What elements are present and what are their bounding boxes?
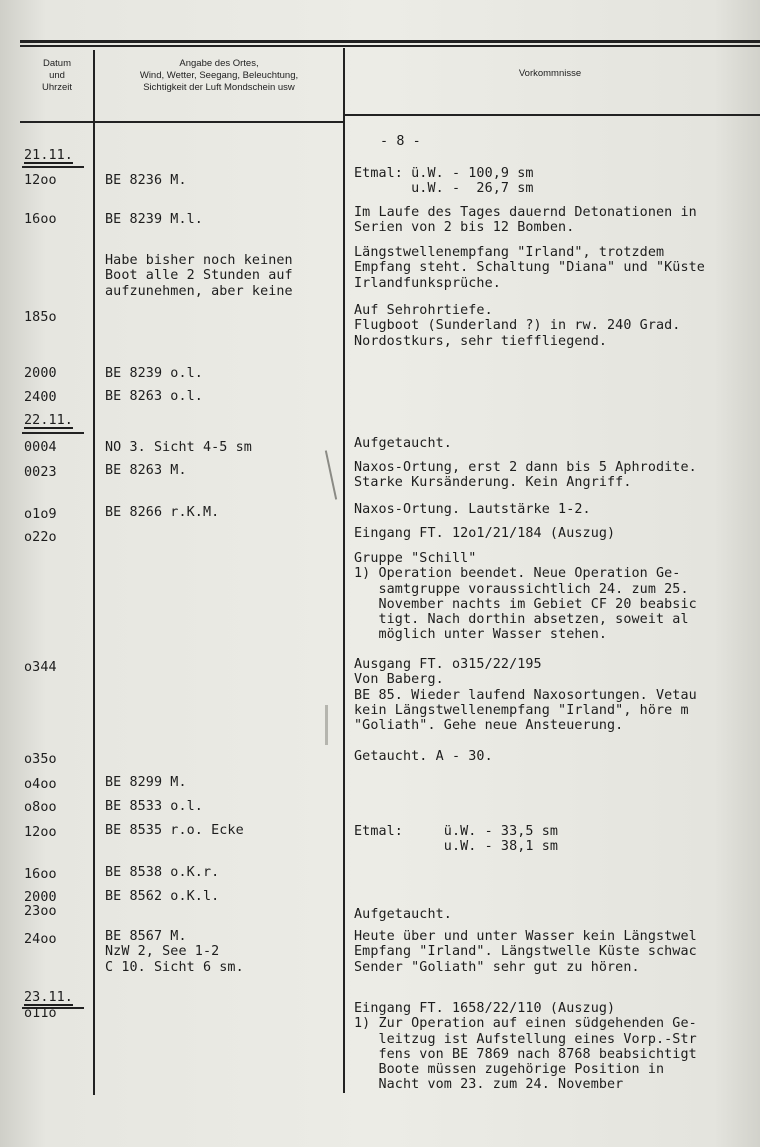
page-number: - 8 -	[380, 134, 421, 149]
date-underline	[22, 432, 84, 434]
events-cell: Etmal: ü.W. - 33,5 sm u.W. - 38,1 sm	[354, 824, 559, 855]
place-cell: BE 8236 M.	[105, 173, 187, 188]
time-cell: 16oo	[24, 867, 57, 882]
events-cell: Aufgetaucht.	[354, 436, 452, 451]
place-cell: BE 8266 r.K.M.	[105, 505, 220, 520]
events-cell: Ausgang FT. o315/22/195 Von Baberg. BE 85. Wieder laufend Naxosortungen. Vetau kein Längstwellenempfang "Irland", höre m "Goliath". Gehe neue Ansteuerung.	[354, 657, 697, 734]
place-cell: BE 8239 o.l.	[105, 366, 203, 381]
header-events: Vorkommnisse	[518, 68, 582, 79]
events-cell: Längstwellenempfang "Irland", trotzdem Empfang steht. Schaltung "Diana" und "Küste Irlandfunksprüche.	[354, 245, 705, 291]
events-cell: Aufgetaucht.	[354, 907, 452, 922]
time-cell: 24oo	[24, 932, 57, 947]
place-cell: Habe bisher noch keinen Boot alle 2 Stunden auf aufzunehmen, aber keine	[105, 253, 293, 299]
place-cell: BE 8567 M. NzW 2, See 1-2 C 10. Sicht 6 sm.	[105, 929, 244, 975]
scan-mark	[325, 450, 337, 499]
events-cell: Auf Sehrohrtiefe. Flugboot (Sunderland ?) in rw. 240 Grad. Nordostkurs, sehr tieffliegend.	[354, 303, 681, 349]
place-cell: NO 3. Sicht 4-5 sm	[105, 440, 252, 455]
events-cell: Eingang FT. 12o1/21/184 (Auszug)	[354, 526, 616, 541]
events-cell: Im Laufe des Tages dauernd Detonationen in Serien von 2 bis 12 Bomben.	[354, 205, 697, 236]
events-cell: Heute über und unter Wasser kein Längstwel Empfang "Irland". Längstwelle Küste schwac Sender "Goliath" sehr gut zu hören.	[354, 929, 697, 975]
time-cell: 185o	[24, 310, 57, 325]
time-cell: o11o	[24, 1006, 57, 1021]
header-date-time: Datum und Uhrzeit	[41, 58, 73, 93]
column-divider-2	[343, 48, 345, 1093]
time-cell: o22o	[24, 530, 57, 545]
events-cell: Etmal: ü.W. - 100,9 sm u.W. - 26,7 sm	[354, 166, 534, 197]
time-cell: 2000	[24, 366, 57, 381]
place-cell: BE 8535 r.o. Ecke	[105, 823, 244, 838]
time-cell: o4oo	[24, 777, 57, 792]
events-cell: Naxos-Ortung. Lautstärke 1-2.	[354, 502, 591, 517]
time-cell: 0004	[24, 440, 57, 455]
scan-mark	[325, 705, 328, 745]
place-cell: BE 8263 M.	[105, 463, 187, 478]
time-cell: 0023	[24, 465, 57, 480]
time-cell: 2000 23oo	[24, 890, 57, 919]
time-cell: 16oo	[24, 212, 57, 227]
events-cell: Gruppe "Schill" 1) Operation beendet. Neue Operation Ge- samtgruppe voraussichtlich 24. zum 25. November nachts im Gebiet CF 20 beabsic tigt. Nach dorthin absetzen, soweit al möglich unter Wasser stehen.	[354, 551, 697, 643]
place-cell: BE 8562 o.K.l.	[105, 889, 220, 904]
header-bottom-rule-right	[345, 114, 760, 116]
date-23-11: 23.11.	[24, 990, 73, 1005]
date-22-11: 22.11.	[24, 413, 73, 428]
column-divider-1	[93, 50, 95, 1095]
events-cell: Getaucht. A - 30.	[354, 749, 493, 764]
header-place-weather: Angabe des Ortes, Wind, Wetter, Seegang, Beleuchtung, Sichtigkeit der Luft Mondschein usw	[139, 58, 299, 93]
time-cell: o1o9	[24, 507, 57, 522]
events-cell: Eingang FT. 1658/22/110 (Auszug) 1) Zur Operation auf einen südgehenden Ge- leitzug ist Aufstellung eines Vorp.-Str fens von BE 7869 nach 8768 beabsichtigt Boote müssen zugehörige Position in Nacht vom 23. zum 24. November	[354, 1001, 697, 1093]
events-cell: Naxos-Ortung, erst 2 dann bis 5 Aphrodite. Starke Kursänderung. Kein Angriff.	[354, 460, 697, 491]
place-cell: BE 8538 o.K.r.	[105, 865, 220, 880]
time-cell: 12oo	[24, 825, 57, 840]
time-cell: o344	[24, 660, 57, 675]
date-21-11: 21.11.	[24, 148, 73, 163]
time-cell: 12oo	[24, 173, 57, 188]
place-cell: BE 8263 o.l.	[105, 389, 203, 404]
date-underline	[22, 166, 84, 168]
top-double-rule	[20, 40, 760, 43]
place-cell: BE 8239 M.l.	[105, 212, 203, 227]
time-cell: 2400	[24, 390, 57, 405]
time-cell: o35o	[24, 752, 57, 767]
time-cell: o8oo	[24, 800, 57, 815]
header-bottom-rule	[20, 121, 345, 123]
place-cell: BE 8533 o.l.	[105, 799, 203, 814]
top-rule-second	[20, 45, 760, 47]
place-cell: BE 8299 M.	[105, 775, 187, 790]
